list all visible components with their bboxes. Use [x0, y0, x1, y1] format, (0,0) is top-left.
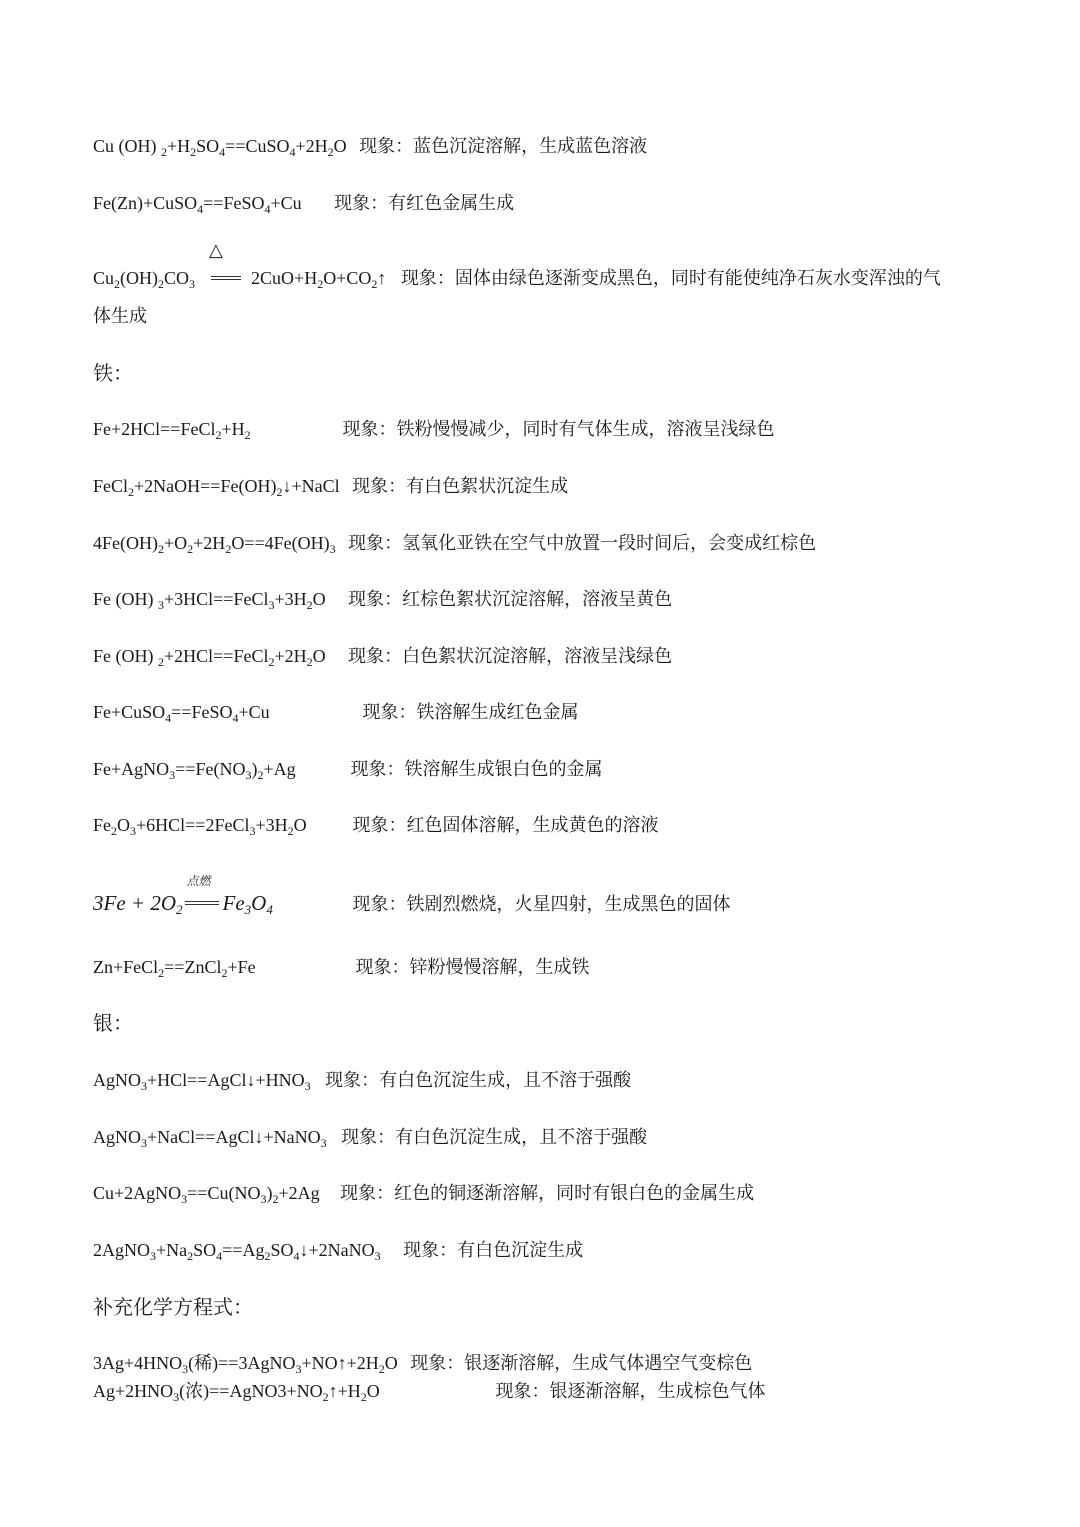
equation: Fe (OH) $_3+3HCl==FeCl_3+3H_2O$ — [93, 589, 326, 612]
equation: $Fe_2O_3+6HCl==2FeCl_3+3H_2O$ — [93, 815, 307, 838]
equation-line — [93, 814, 1003, 836]
equation: Fe (OH) $_2+2HCl==FeCl_2+2H_2O$ — [93, 646, 326, 669]
equation-line — [93, 1182, 1003, 1204]
section-heading-iron: 铁： — [93, 363, 133, 385]
equation-line — [93, 645, 1003, 667]
phenomenon: 现象：铁溶解生成红色金属 — [362, 702, 579, 722]
equation: $Fe+2HCl==FeCl_2+H_2$ — [93, 419, 251, 442]
equation-line — [93, 240, 1003, 291]
equation: Zn+FeCl$_2$==ZnCl$_2$+Fe — [93, 957, 256, 980]
equation-line — [93, 1239, 1003, 1261]
phenomenon: 现象：白色絮状沉淀溶解，溶液呈浅绿色 — [348, 646, 673, 666]
phenomenon: 现象：铁粉慢慢减少，同时有气体生成，溶液呈浅绿色 — [342, 419, 775, 439]
equation: Fe(Zn)+CuSO$_4$==FeSO$_4$+Cu — [93, 193, 302, 216]
equation: $2AgNO_3+Na_2SO_4==Ag_2SO_4↓+2NaNO_3$ — [93, 1240, 381, 1263]
phenomenon: 现象：有白色沉淀生成，且不溶于强酸 — [341, 1127, 648, 1147]
equation-line — [93, 758, 1003, 780]
phenomenon: 现象：铁剧烈燃烧，火星四射，生成黑色的固体 — [352, 894, 731, 914]
equation-line — [93, 1380, 1003, 1402]
phenomenon: 现象：蓝色沉淀溶解，生成蓝色溶液 — [359, 136, 648, 156]
equation-line — [93, 1352, 1003, 1374]
phenomenon: 现象：红色的铜逐渐溶解，同时有银白色的金属生成 — [340, 1183, 755, 1203]
phenomenon: 现象：固体由绿色逐渐变成黑色，同时有能使纯净石灰水变浑浊的气 — [400, 268, 941, 288]
equation-line — [93, 135, 1003, 157]
phenomenon: 现象：铁溶解生成银白色的金属 — [350, 759, 603, 779]
equation: Cu (OH) $_2+H_2SO_4==CuSO_4+2H_2O$ — [93, 136, 347, 159]
phenomenon: 现象：有白色沉淀生成 — [403, 1240, 584, 1260]
phenomenon: 现象：有红色金属生成 — [334, 193, 515, 213]
section-heading-silver: 银： — [93, 1013, 133, 1035]
ignition-condition: 点燃 — [183, 890, 223, 912]
phenomenon: 现象：有白色沉淀生成，且不溶于强酸 — [325, 1070, 632, 1090]
heating-condition — [195, 240, 251, 286]
phenomenon: 现象：锌粉慢慢溶解，生成铁 — [355, 957, 590, 977]
phenomenon: 现象：银逐渐溶解，生成气体遇空气变棕色 — [410, 1353, 753, 1373]
phenomenon: 现象：有白色絮状沉淀生成 — [352, 476, 569, 496]
equation: $Fe+AgNO_3==Fe(NO_3)_2+Ag$ — [93, 759, 296, 782]
equation-line — [93, 418, 1003, 440]
equation: $Cu+2AgNO_3==Cu(NO_3)_2+2Ag$ — [93, 1183, 320, 1206]
equation: $3Ag+4HNO_3$(稀)$==3AgNO_3+NO↑+2H_2O$ — [93, 1353, 398, 1376]
equation: $Cu_2(OH)_2CO_3$ △ $2CuO+H_2O+CO_2↑$ — [93, 240, 387, 291]
equation-line — [93, 475, 1003, 497]
equation-line — [93, 192, 1003, 214]
equation-line — [93, 588, 1003, 610]
phenomenon-continuation: 体生成 — [93, 306, 147, 326]
phenomenon: 现象：红棕色絮状沉淀溶解，溶液呈黄色 — [348, 589, 673, 609]
equation: AgNO$_3$+NaCl==AgCl↓+NaNO$_3$ — [93, 1127, 327, 1150]
equation: $Ag+2HNO_3$(浓)$==AgNO3+NO_2↑+H_2O$ — [93, 1381, 380, 1404]
equation-line — [93, 956, 1003, 978]
equation-line — [93, 874, 1003, 917]
phenomenon: 现象：银逐渐溶解，生成棕色气体 — [495, 1381, 766, 1401]
equation-line — [93, 532, 1003, 554]
equation-line — [93, 701, 1003, 723]
equation: $3Fe + 2O_2$ 点燃 $Fe_3O_4$ — [93, 874, 273, 917]
equation-line — [93, 1126, 1003, 1148]
heat-triangle-icon: △ — [209, 240, 223, 261]
equation: $4Fe(OH)_2+O_2+2H_2O==4Fe(OH)_3$ — [93, 533, 336, 556]
section-heading-supplementary: 补充化学方程式： — [93, 1297, 253, 1319]
equation: $AgNO_3+HCl==AgCl↓+HNO_3$ — [93, 1070, 311, 1093]
equation-line — [93, 1069, 1003, 1091]
phenomenon: 现象：红色固体溶解，生成黄色的溶液 — [352, 815, 659, 835]
phenomenon: 现象：氢氧化亚铁在空气中放置一段时间后，会变成红棕色 — [348, 533, 817, 553]
equation: $FeCl_2+2NaOH==Fe(OH)_2↓+NaCl$ — [93, 476, 340, 499]
equation: Fe+CuSO$_4$==FeSO$_4$+Cu — [93, 702, 270, 725]
